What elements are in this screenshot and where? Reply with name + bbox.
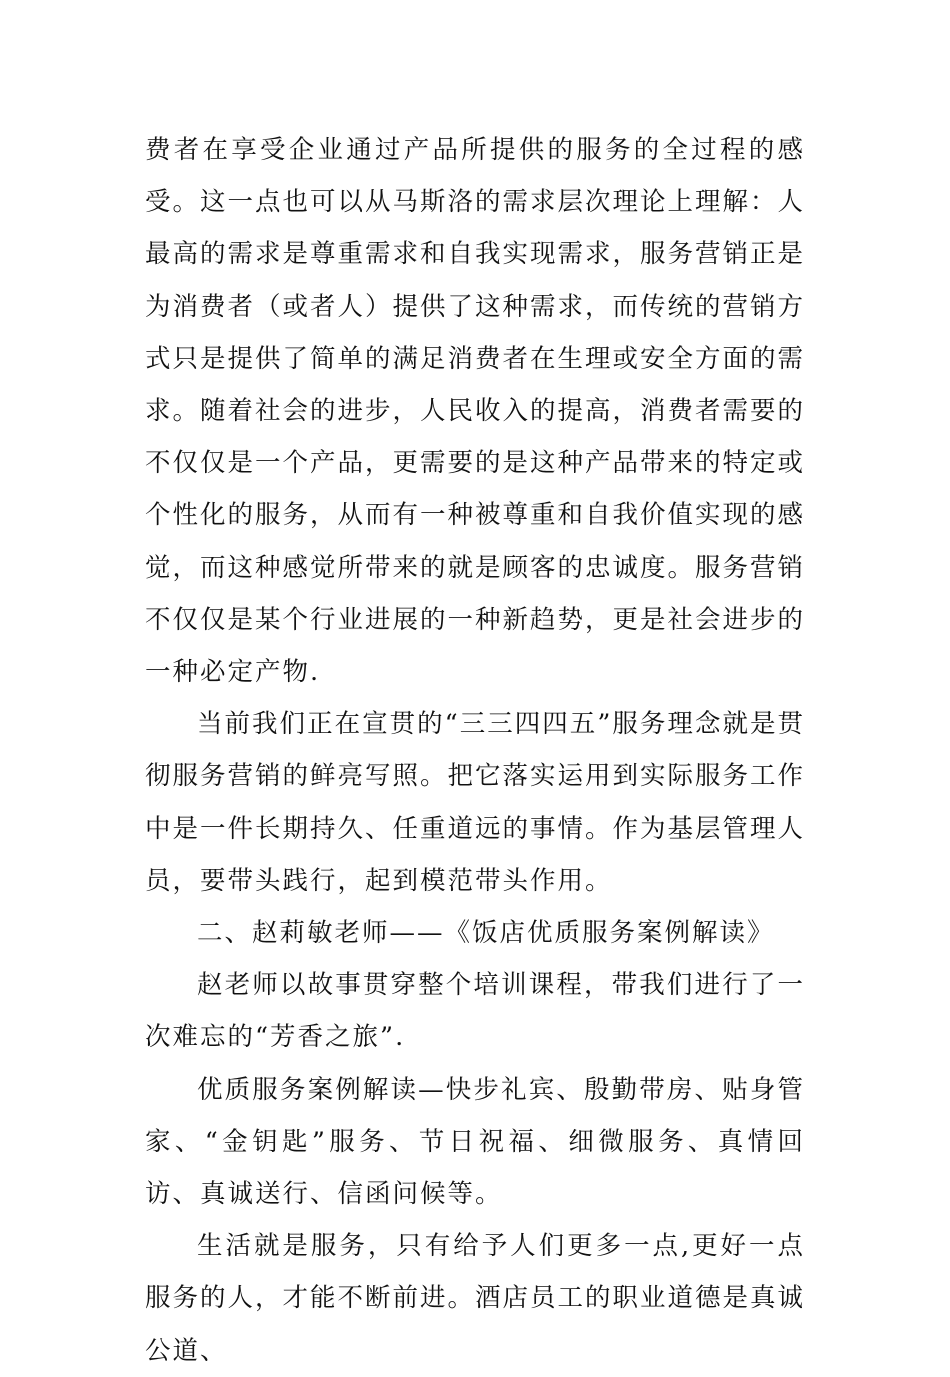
document-body [145, 124, 805, 1377]
paragraph-life-is-service: 生活就是服务，只有给予人们更多一点,更好一点服务的人，才能不断前进。酒店员工的职业道德是真诚公道、 [145, 1231, 806, 1366]
paragraph-service-philosophy: 当前我们正在宣贯的“三三四四五”服务理念就是贯彻服务营销的鲜亮写照。把它落实运用到实际服务工作中是一件长期持久、任重道远的事情。作为基层管理人员，要带头践行，起到模范带头作用。 [145, 709, 806, 896]
paragraph-service-marketing-intro: 费者在享受企业通过产品所提供的服务的全过程的感受。这一点也可以从马斯洛的需求层次理论上理解：人最高的需求是尊重需求和自我实现需求，服务营销正是为消费者（或者人）提供了这种需求，而传统的营销方式只是提供了简单的满足消费者在生理或安全方面的需求。随着社会的进步，人民收入的提高，消费者需要的不仅仅是一个产品，更需要的是这种产品带来的特定或个性化的服务，从而有一种被尊重和自我价值实现的感觉，而这种感觉所带来的就是顾客的忠诚度。服务营销不仅仅是某个行业进展的一种新趋势，更是社会进步的一种必定产物. [145, 135, 806, 688]
paragraph-fragrance-journey: 赵老师以故事贯穿整个培训课程，带我们进行了一次难忘的“芳香之旅”. [145, 970, 805, 1053]
paragraph-case-list: 优质服务案例解读—快步礼宾、殷勤带房、贴身管家、“金钥匙”服务、节日祝福、细微服务、真情回访、真诚送行、信函问候等。 [145, 1074, 805, 1210]
section-heading-zhao-limin: 二、赵莉敏老师——《饭店优质服务案例解读》 [197, 918, 775, 949]
